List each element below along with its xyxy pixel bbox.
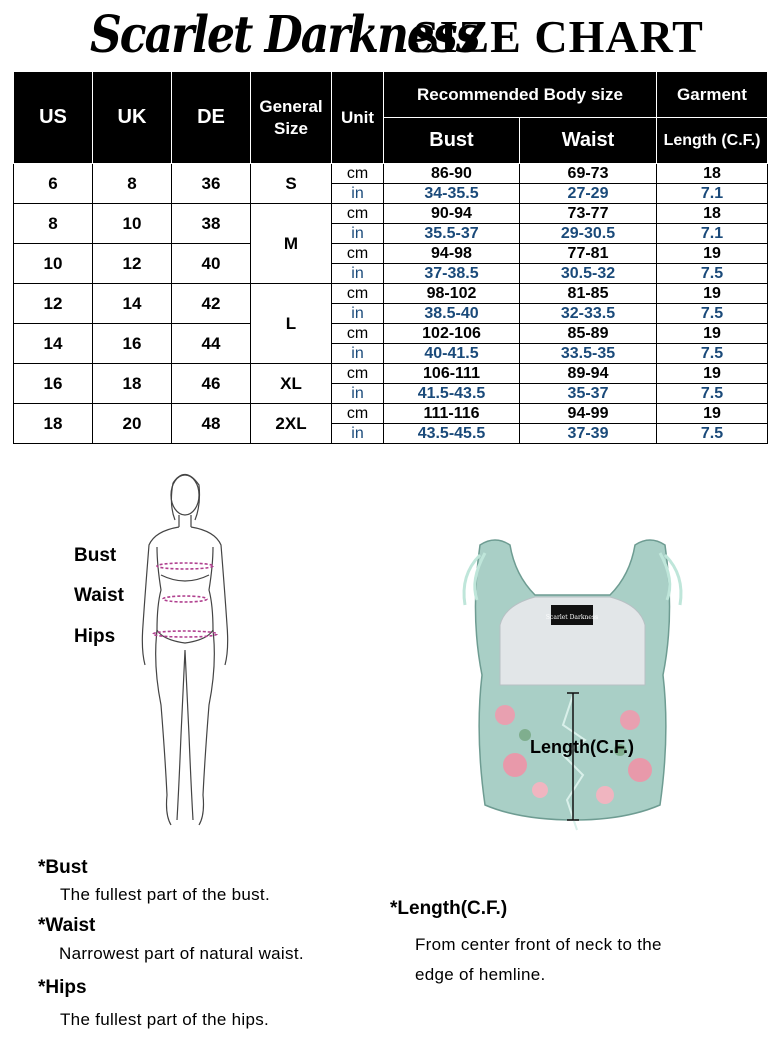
cell-waist: 37-39 — [520, 424, 657, 444]
bust-measure-line — [157, 563, 213, 569]
cell-unit: cm — [332, 164, 384, 184]
header-garment: Garment — [657, 72, 768, 118]
header-uk: UK — [93, 72, 172, 164]
note-waist-heading: *Waist — [38, 915, 96, 936]
cell-us: 18 — [14, 404, 93, 444]
cell-de: 44 — [172, 324, 251, 364]
note-bust-text: The fullest part of the bust. — [60, 885, 270, 904]
cell-length: 7.1 — [657, 224, 768, 244]
page-title: SIZE CHART — [413, 11, 704, 62]
header-general-size: General Size — [251, 72, 332, 164]
cell-waist: 30.5-32 — [520, 264, 657, 284]
cell-unit: cm — [332, 364, 384, 384]
cell-bust: 106-111 — [384, 364, 520, 384]
garment-tag-text: Scarlet Darkness — [545, 614, 599, 621]
label-waist: Waist — [74, 585, 124, 606]
cell-waist: 69-73 — [520, 164, 657, 184]
cell-general: XL — [251, 364, 332, 404]
cell-de: 40 — [172, 244, 251, 284]
cell-length: 7.1 — [657, 184, 768, 204]
corset-garment-illustration — [455, 535, 690, 835]
cell-de: 36 — [172, 164, 251, 204]
cell-waist: 89-94 — [520, 364, 657, 384]
cell-us: 16 — [14, 364, 93, 404]
size-chart-table — [13, 71, 768, 444]
cell-length: 7.5 — [657, 264, 768, 284]
cell-waist: 29-30.5 — [520, 224, 657, 244]
cell-length: 19 — [657, 244, 768, 264]
cell-unit: cm — [332, 404, 384, 424]
header-bust: Bust — [384, 118, 520, 164]
cell-bust: 34-35.5 — [384, 184, 520, 204]
cell-uk: 10 — [93, 204, 172, 244]
garment-length-label: Length(C.F.) — [530, 737, 634, 757]
cell-bust: 98-102 — [384, 284, 520, 304]
cell-waist: 85-89 — [520, 324, 657, 344]
label-hips: Hips — [74, 626, 116, 647]
cell-us: 8 — [14, 204, 93, 244]
cell-general: M — [251, 204, 332, 284]
cell-unit: cm — [332, 244, 384, 264]
cell-unit: in — [332, 184, 384, 204]
cell-length: 19 — [657, 284, 768, 304]
header-recommended: Recommended Body size — [384, 72, 657, 118]
cell-uk: 12 — [93, 244, 172, 284]
cell-length: 18 — [657, 164, 768, 184]
cell-length: 7.5 — [657, 424, 768, 444]
cell-length: 7.5 — [657, 384, 768, 404]
cell-bust: 111-116 — [384, 404, 520, 424]
note-hips-text: The fullest part of the hips. — [60, 1010, 270, 1029]
header-us: US — [14, 72, 93, 164]
cell-waist: 27-29 — [520, 184, 657, 204]
cell-general: 2XL — [251, 404, 332, 444]
cell-uk: 18 — [93, 364, 172, 404]
header-waist: Waist — [520, 118, 657, 164]
cell-length: 19 — [657, 324, 768, 344]
note-bust-heading: *Bust — [38, 857, 88, 878]
cell-waist: 33.5-35 — [520, 344, 657, 364]
cell-unit: in — [332, 424, 384, 444]
cell-uk: 14 — [93, 284, 172, 324]
cell-waist: 35-37 — [520, 384, 657, 404]
cell-unit: in — [332, 304, 384, 324]
cell-bust: 40-41.5 — [384, 344, 520, 364]
cell-waist: 77-81 — [520, 244, 657, 264]
cell-length: 7.5 — [657, 344, 768, 364]
cell-bust: 94-98 — [384, 244, 520, 264]
cell-de: 38 — [172, 204, 251, 244]
cell-length: 18 — [657, 204, 768, 224]
note-length-text-2: edge of hemline. — [415, 965, 546, 984]
cell-waist: 32-33.5 — [520, 304, 657, 324]
note-length-text-1: From center front of neck to the — [415, 935, 662, 954]
cell-general: S — [251, 164, 332, 204]
cell-unit: cm — [332, 284, 384, 304]
cell-bust: 41.5-43.5 — [384, 384, 520, 404]
cell-de: 48 — [172, 404, 251, 444]
cell-de: 46 — [172, 364, 251, 404]
cell-bust: 102-106 — [384, 324, 520, 344]
cell-uk: 8 — [93, 164, 172, 204]
cell-length: 7.5 — [657, 304, 768, 324]
cell-waist: 94-99 — [520, 404, 657, 424]
note-length-heading: *Length(C.F.) — [390, 898, 508, 919]
cell-us: 10 — [14, 244, 93, 284]
cell-uk: 16 — [93, 324, 172, 364]
cell-bust: 37-38.5 — [384, 264, 520, 284]
cell-uk: 20 — [93, 404, 172, 444]
body-figure-illustration — [135, 465, 235, 840]
note-hips-heading: *Hips — [38, 977, 87, 998]
cell-us: 12 — [14, 284, 93, 324]
cell-general: L — [251, 284, 332, 364]
cell-de: 42 — [172, 284, 251, 324]
cell-us: 6 — [14, 164, 93, 204]
header-de: DE — [172, 72, 251, 164]
label-bust: Bust — [74, 545, 117, 566]
cell-unit: cm — [332, 324, 384, 344]
header-unit: Unit — [332, 72, 384, 164]
cell-waist: 81-85 — [520, 284, 657, 304]
cell-length: 19 — [657, 364, 768, 384]
header-length: Length (C.F.) — [657, 118, 768, 164]
cell-unit: in — [332, 384, 384, 404]
cell-bust: 86-90 — [384, 164, 520, 184]
cell-bust: 35.5-37 — [384, 224, 520, 244]
cell-unit: in — [332, 264, 384, 284]
cell-length: 19 — [657, 404, 768, 424]
brand-logo: Scarlet Darkness — [90, 6, 479, 65]
cell-unit: in — [332, 344, 384, 364]
cell-unit: in — [332, 224, 384, 244]
cell-unit: cm — [332, 204, 384, 224]
waist-measure-line — [163, 596, 207, 602]
cell-waist: 73-77 — [520, 204, 657, 224]
note-waist-text: Narrowest part of natural waist. — [59, 944, 304, 963]
cell-bust: 38.5-40 — [384, 304, 520, 324]
cell-bust: 43.5-45.5 — [384, 424, 520, 444]
cell-bust: 90-94 — [384, 204, 520, 224]
cell-us: 14 — [14, 324, 93, 364]
